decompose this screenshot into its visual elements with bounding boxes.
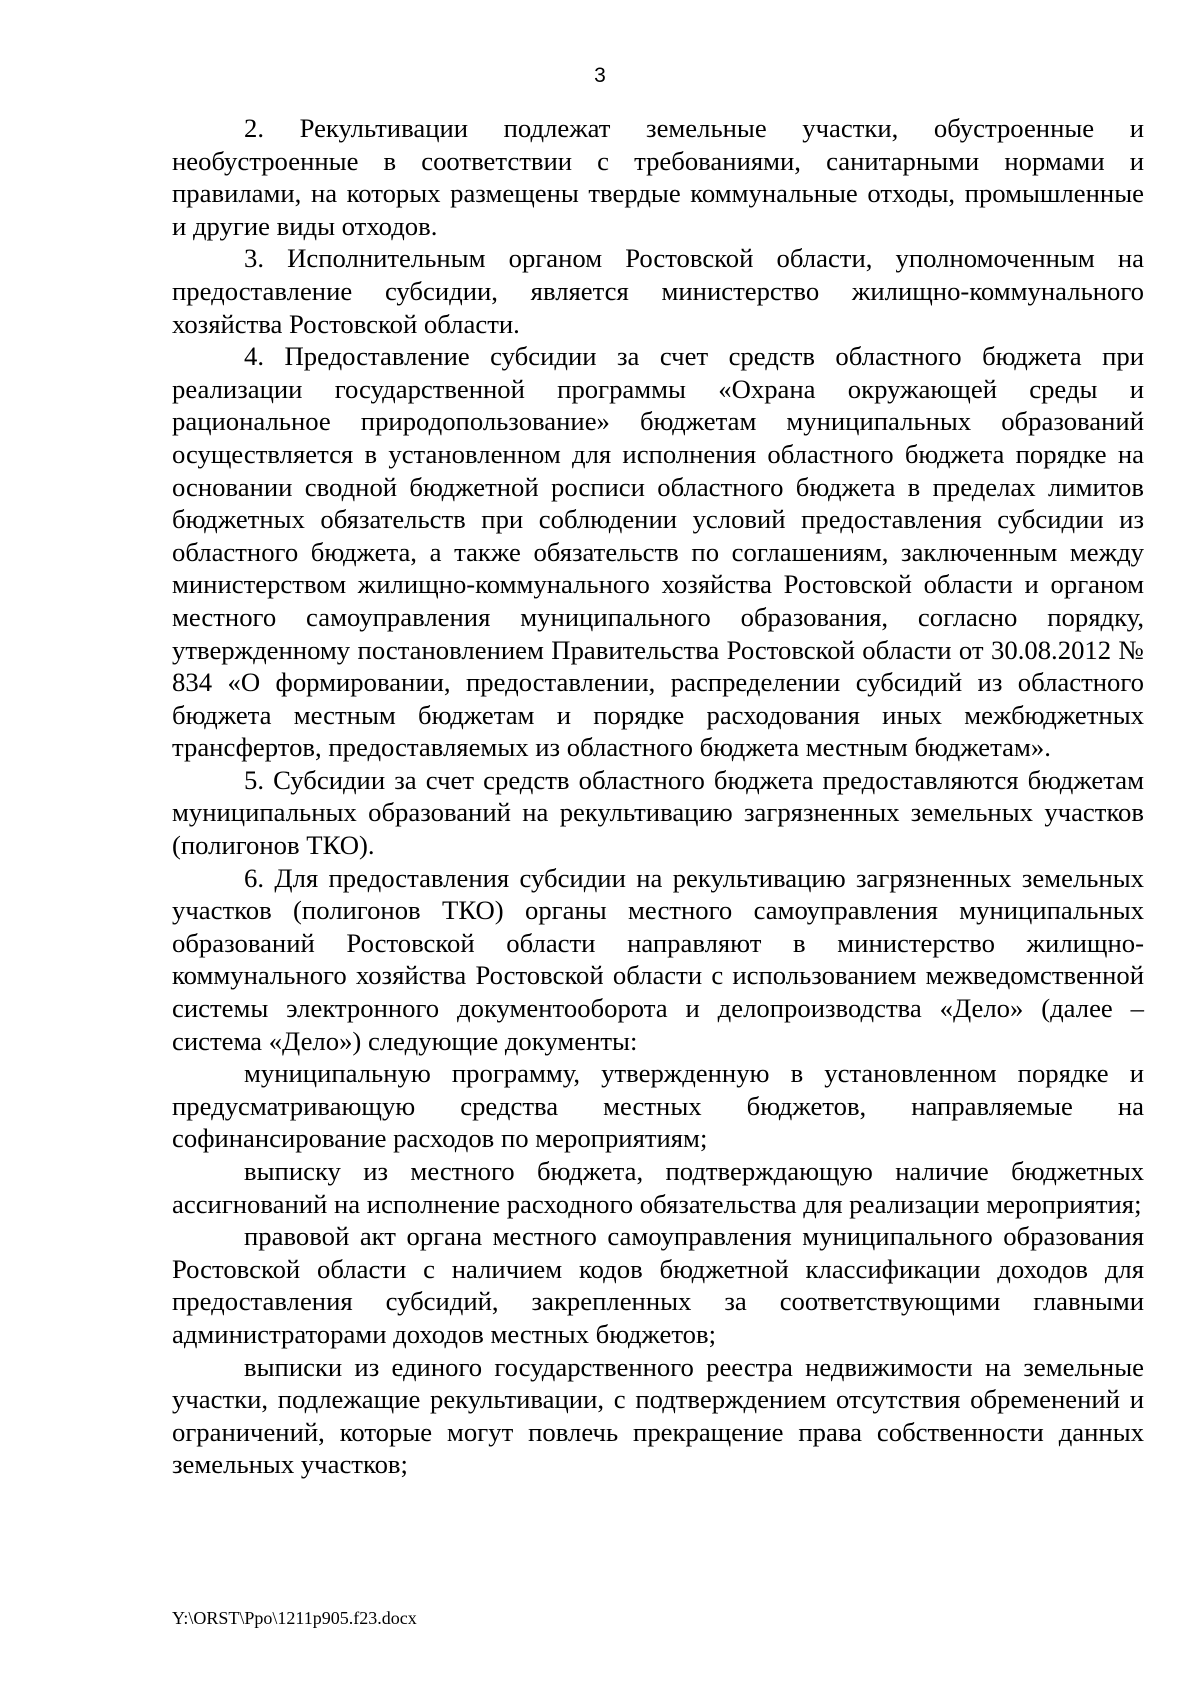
paragraph-6: 6. Для предоставления субсидии на рекультивацию загрязненных земельных участков (полигонов ТКО) органы местного самоуправления муниципальных образований Ростовской области направляют в министерство жилищно-коммунального хозяйства Ростовской области с использованием межведомственной системы электронного документооборота и делопроизводства «Дело» (далее – система «Дело») следующие документы:: [172, 862, 1144, 1056]
paragraph-3: 3. Исполнительным органом Ростовской области, уполномоченным на предоставление субсидии, является министерство жилищно-коммунального хозяйства Ростовской области.: [172, 243, 1144, 339]
footer-file-path: Y:\ORST\Ppo\1211p905.f23.docx: [172, 1608, 417, 1628]
paragraph-4: 4. Предоставление субсидии за счет средств областного бюджета при реализации государственной программы «Охрана окружающей среды и рациональное природопользование» бюджетам муниципальных образований осуществляется в установленном для исполнения областного бюджета порядке на основании сводной бюджетной росписи областного бюджета в пределах лимитов бюджетных обязательств при соблюдении условий предоставления субсидии из областного бюджета, а также обязательств по соглашениям, заключенным между министерством жилищно-коммунального хозяйства Ростовской области и органом местного самоуправления муниципального образования, согласно порядку, утвержденному постановлением Правительства Ростовской области от 30.08.2012 № 834 «О формировании, предоставлении, распределении субсидий из областного бюджета местным бюджетам и порядке расходования иных межбюджетных трансфертов, предоставляемых из областного бюджета местным бюджетам».: [172, 341, 1144, 763]
document-item-municipal-program: муниципальную программу, утвержденную в установленном порядке и предусматривающую средства местных бюджетов, направляемые на софинансирование расходов по мероприятиям;: [172, 1058, 1144, 1154]
document-item-legal-act: правовой акт органа местного самоуправления муниципального образования Ростовской области с наличием кодов бюджетной классификации доходов для предоставления субсидий, закрепленных за соответствующими главными администраторами доходов местных бюджетов;: [172, 1221, 1144, 1349]
paragraph-2: 2. Рекультивации подлежат земельные участки, обустроенные и необустроенные в соответствии с требованиями, санитарными нормами и правилами, на которых размещены твердые коммунальные отходы, промышленные и другие виды отходов.: [172, 113, 1144, 241]
document-item-registry-extract: выписки из единого государственного реестра недвижимости на земельные участки, подлежащие рекультивации, с подтверждением отсутствия обременений и ограничений, которые могут повлечь прекращение права собственности данных земельных участков;: [172, 1351, 1144, 1480]
document-body: [172, 112, 1144, 1481]
document-item-budget-extract: выписку из местного бюджета, подтверждающую наличие бюджетных ассигнований на исполнение расходного обязательства для реализации мероприятия;: [172, 1156, 1144, 1219]
paragraph-5: 5. Субсидии за счет средств областного бюджета предоставляются бюджетам муниципальных образований на рекультивацию загрязненных земельных участков (полигонов ТКО).: [172, 764, 1144, 861]
page-number: 3: [594, 64, 606, 87]
